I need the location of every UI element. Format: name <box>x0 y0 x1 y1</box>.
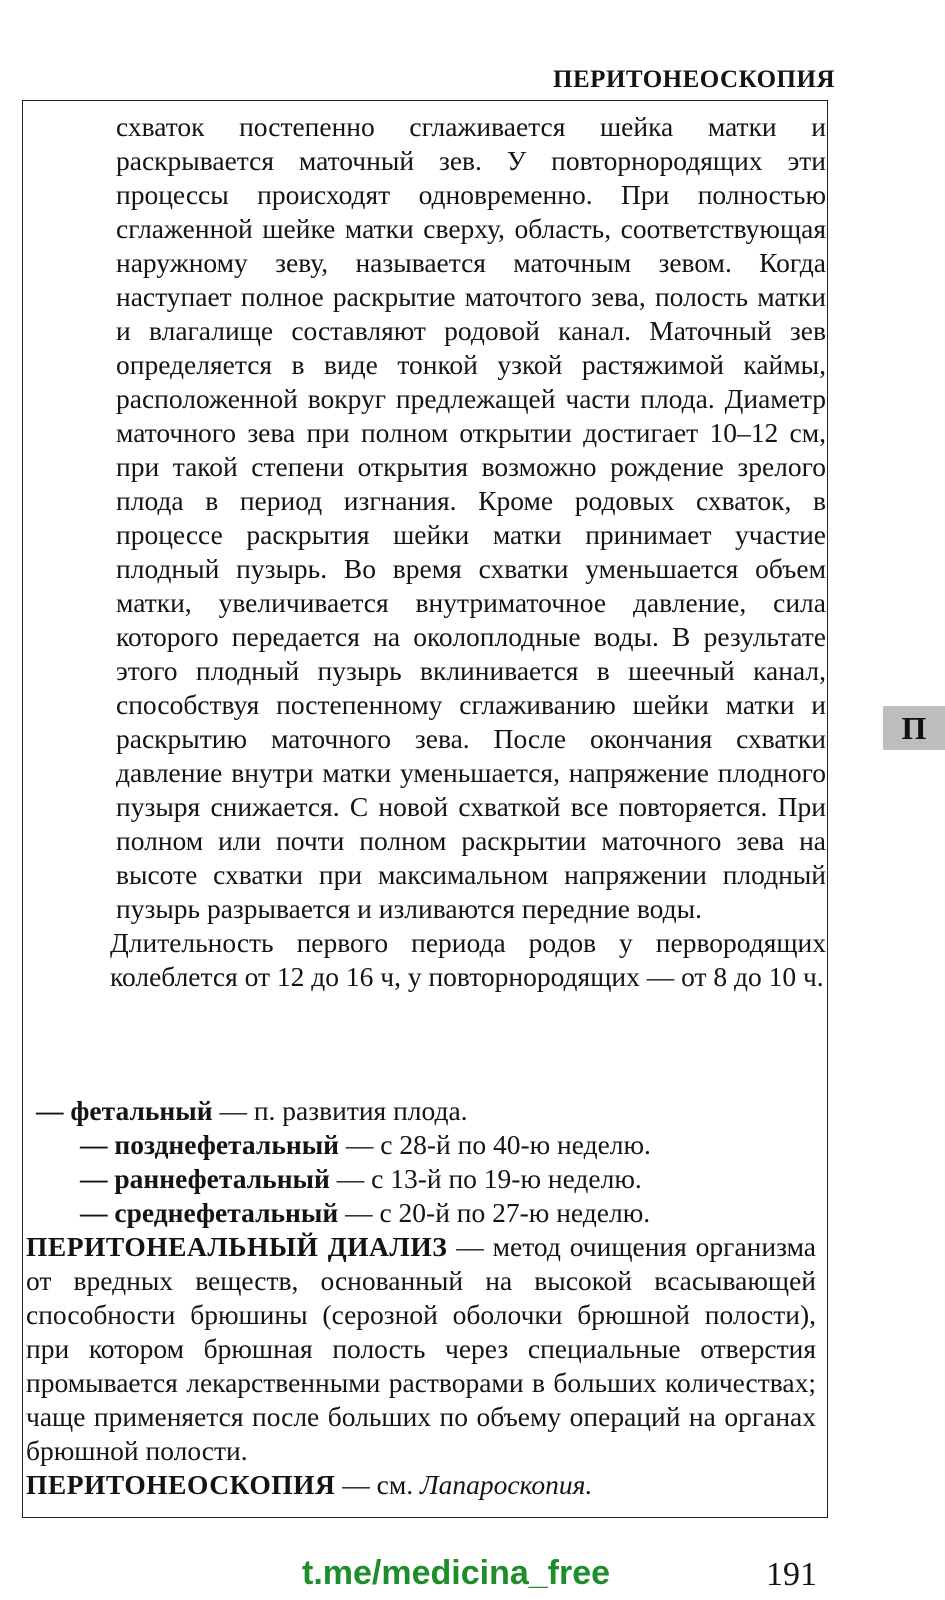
running-head: ПЕРИТОНЕОСКОПИЯ <box>553 66 835 93</box>
article-continuation <box>110 110 826 994</box>
entry-term: — позднефетальный <box>80 1129 340 1160</box>
paragraph-dilation: схваток постепенно сглаживается шейка матки и раскрывается маточный зев. У повторнородящих эти процессы происходят одновременно. При полностью сглаженной шейке матки сверху, область, соответствующая наружному зеву, называется маточным зевом. Когда наступает полное раскрытие маточтого зева, полость матки и влагалище составляют родовой канал. Маточный зев определяется в виде тонкой узкой растяжимой каймы, расположенной вокруг предлежащей части плода. Диаметр маточного зева при полном открытии достигает 10–12 см, при такой степени открытия возможно рождение зрелого плода в период изгнания. Кроме родовых схваток, в процессе раскрытия шейки матки принимает участие плодный пузырь. Во время схватки уменьшается объем матки, увеличивается внутриматочное давление, сила которого передается на околоплодные воды. В результате этого плодный пузырь вклинивается в шеечный канал, способствуя постепенному сглаживанию шейки матки и раскрытию маточного зева. После окончания схватки давление внутри матки уменьшается, напряжение плодного пузыря снижается. С новой схваткой все повторяется. При полном или почти полном раскрытии маточного зева на высоте схватки при максимальном напряжении плодный пузырь разрывается и изливаются передние воды. <box>116 111 826 924</box>
entry-late-fetal <box>32 1128 822 1162</box>
entry-peritoneal-dialysis <box>26 1230 816 1468</box>
entry-see-also: — см. <box>335 1469 421 1500</box>
entry-definition: — метод очищения организма от вредных веществ, основанный на высокой всасывающей способности брюшины (серозной оболочки брюшной полости), при котором брюшная полость через специальные отверстия промывается лекарственными растворами в больших количествах; чаще применяется после больших по объему операций на органах брюшной полости. <box>26 1231 816 1466</box>
entry-peritoneoscopy <box>26 1468 822 1502</box>
alphabet-tab: П <box>883 706 945 750</box>
entry-definition: — с 20-й по 27-ю неделю. <box>338 1197 651 1228</box>
dictionary-entries <box>26 1094 822 1502</box>
entry-definition: — п. развития плода. <box>212 1095 468 1126</box>
entry-definition: — с 13-й по 19-ю неделю. <box>329 1163 642 1194</box>
paragraph-duration: Длительность первого периода родов у первородящих колеблется от 12 до 16 ч, у повторнородящих — от 8 до 10 ч. <box>110 927 826 992</box>
entry-term: — раннефетальный <box>80 1163 330 1194</box>
cross-reference-link: Лапароскопия. <box>420 1469 593 1500</box>
entry-term: — среднефетальный <box>80 1197 339 1228</box>
entry-term: — фетальный <box>36 1095 213 1126</box>
entry-headword: ПЕРИТОНЕАЛЬНЫЙ ДИАЛИЗ <box>26 1231 448 1262</box>
telegram-link[interactable]: t.me/medicina_free <box>302 1554 611 1592</box>
entry-definition: — с 28-й по 40-ю неделю. <box>339 1129 651 1160</box>
entry-mid-fetal <box>32 1196 822 1230</box>
entry-headword: ПЕРИТОНЕОСКОПИЯ <box>26 1469 336 1500</box>
entry-early-fetal <box>32 1162 822 1196</box>
entry-fetal <box>32 1094 822 1128</box>
page-number: 191 <box>766 1556 817 1593</box>
